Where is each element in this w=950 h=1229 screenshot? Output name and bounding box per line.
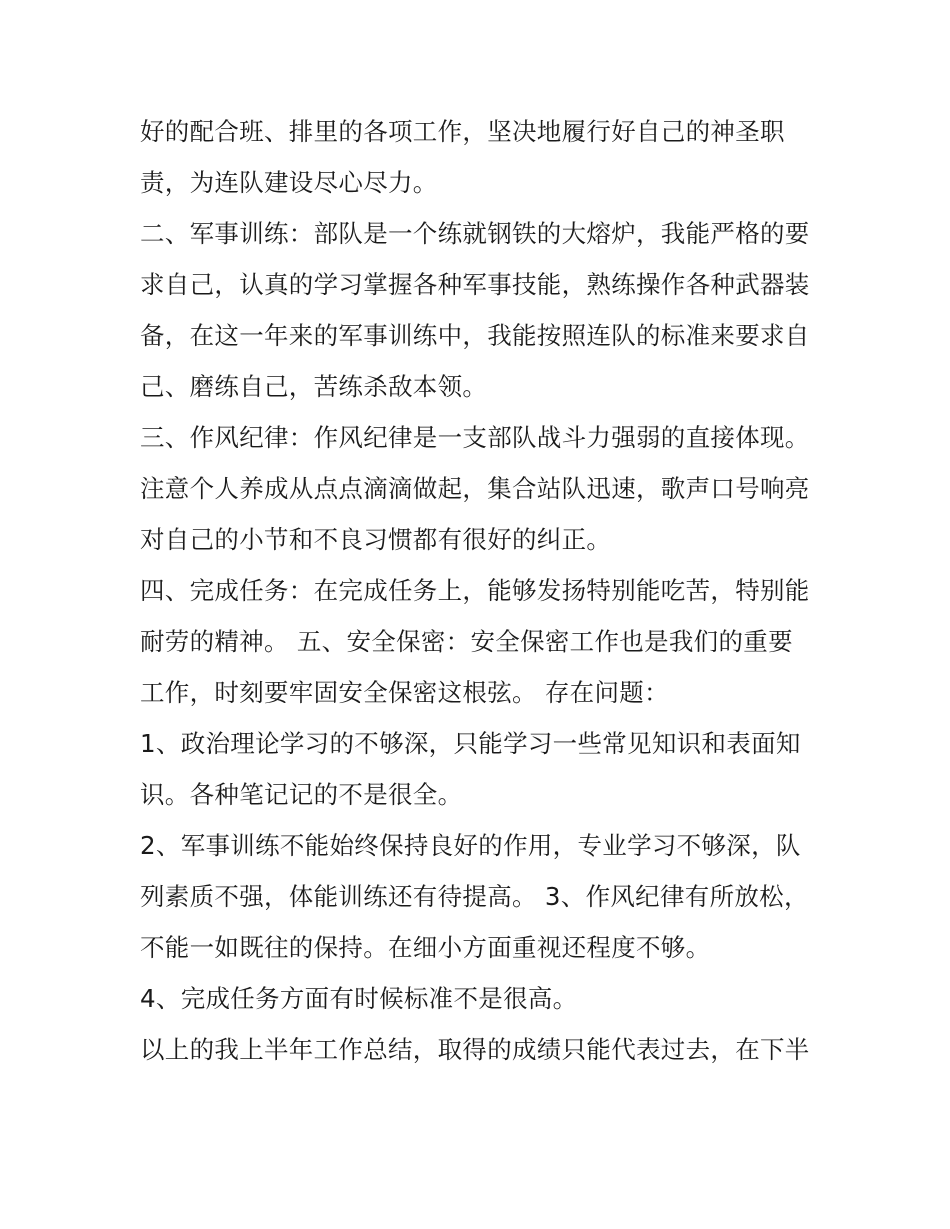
body-text: [140, 106, 830, 1075]
text-line: 二、军事训练：部队是一个练就钢铁的大熔炉，我能严格的要: [140, 219, 810, 248]
text-line: 责，为连队建设尽心尽力。: [140, 168, 438, 197]
text-line: 工作，时刻要牢固安全保密这根弦。 存在问题：: [140, 678, 669, 707]
text-line: 好的配合班、排里的各项工作，坚决地履行好自己的神圣职: [140, 117, 785, 146]
text-line: 列素质不强，体能训练还有待提高。 3、作风纪律有所放松，: [140, 882, 809, 911]
text-line: 三、作风纪律：作风纪律是一支部队战斗力强弱的直接体现。: [140, 423, 810, 452]
text-line: 1、政治理论学习的不够深，只能学习一些常见知识和表面知: [140, 729, 801, 758]
text-line: 以上的我上半年工作总结，取得的成绩只能代表过去，在下半: [140, 1035, 810, 1064]
text-line: 四、完成任务：在完成任务上，能够发扬特别能吃苦，特别能: [140, 576, 810, 605]
text-line: 求自己，认真的学习掌握各种军事技能，熟练操作各种武器装: [140, 270, 810, 299]
text-line: 注意个人养成从点点滴滴做起，集合站队迅速，歌声口号响亮: [140, 474, 810, 503]
text-line: 备，在这一年来的军事训练中，我能按照连队的标准来要求自: [140, 321, 810, 350]
text-line: 对自己的小节和不良习惯都有很好的纠正。: [140, 525, 612, 554]
text-line: 识。各种笔记记的不是很全。: [140, 780, 463, 809]
text-line: 4、完成任务方面有时候标准不是很高。: [140, 984, 578, 1013]
text-line: 己、磨练自己，苦练杀敌本领。: [140, 372, 488, 401]
text-line: 不能一如既往的保持。在细小方面重视还程度不够。: [140, 933, 711, 962]
text-line: 耐劳的精神。 五、安全保密：安全保密工作也是我们的重要: [140, 627, 793, 656]
text-line: 2、军事训练不能始终保持良好的作用，专业学习不够深，队: [140, 831, 801, 860]
